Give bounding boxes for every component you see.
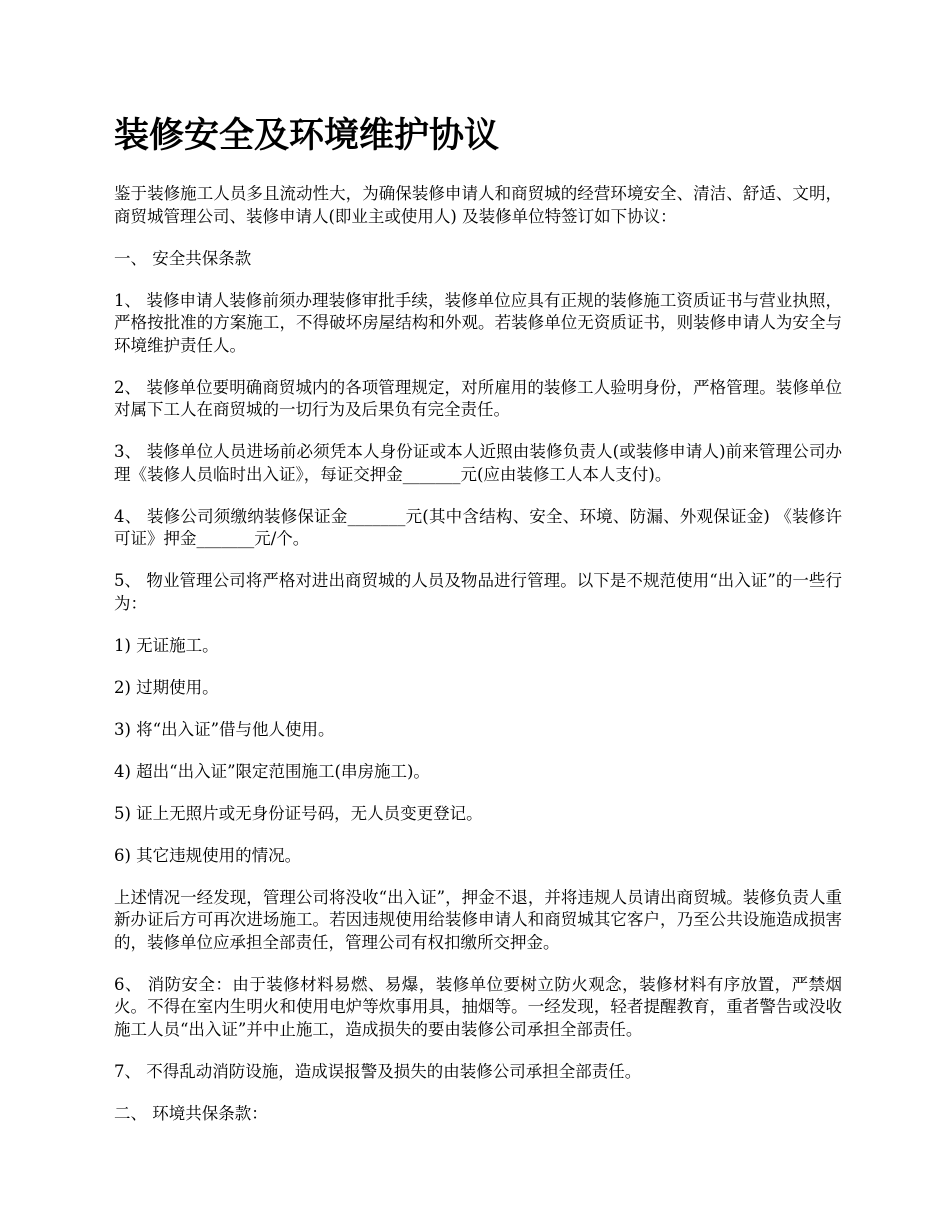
section-heading-environment: 二、 环境共保条款：: [114, 1103, 268, 1123]
violation-item-2: 2) 过期使用。: [114, 677, 219, 697]
clause-5: 5、 物业管理公司将严格对进出商贸城的人员及物品进行管理。以下是不规范使用“出入证”的一些行为：: [114, 571, 842, 613]
document-title: 装修安全及环境维护协议: [114, 115, 500, 156]
violation-item-1: 1) 无证施工。: [114, 635, 219, 655]
clause-2: 2、 装修单位要明确商贸城内的各项管理规定，对所雇用的装修工人验明身份，严格管理。装修单位对属下工人在商贸城的一切行为及后果负有完全责任。: [114, 377, 842, 419]
violation-item-3: 3) 将“出入证”借与他人使用。: [114, 719, 335, 739]
clause-6: 6、 消防安全：由于装修材料易燃、易爆，装修单位要树立防火观念，装修材料有序放置，严禁烟火。不得在室内生明火和使用电炉等炊事用具，抽烟等。一经发现，轻者提醒教育，重者警告或没收施工人员“出入证”并中止施工，造成损失的要由装修公司承担全部责任。: [114, 974, 842, 1039]
violation-consequence: 上述情况一经发现，管理公司将没收“出入证”，押金不退，并将违规人员请出商贸城。装修负责人重新办证后方可再次进场施工。若因违规使用给装修申请人和商贸城其它客户，乃至公共设施造成损害的，装修单位应承担全部责任，管理公司有权扣缴所交押金。: [114, 887, 842, 952]
violation-item-6: 6) 其它违规使用的情况。: [114, 845, 302, 865]
document-page: [114, 112, 842, 1145]
section-heading-safety: 一、 安全共保条款: [114, 248, 252, 268]
violation-item-4: 4) 超出“出入证”限定范围施工(串房施工)。: [114, 761, 430, 781]
violation-item-5: 5) 证上无照片或无身份证号码，无人员变更登记。: [114, 803, 483, 823]
clause-3: 3、 装修单位人员进场前必须凭本人身份证或本人近照由装修负责人(或装修申请人)前来管理公司办理《装修人员临时出入证》，每证交押金_______元(应由装修工人本人支付)。: [114, 442, 842, 484]
clause-1: 1、 装修申请人装修前须办理装修审批手续，装修单位应具有正规的装修施工资质证书与营业执照，严格按批准的方案施工，不得破坏房屋结构和外观。若装修单位无资质证书，则装修申请人为安全与环境维护责任人。: [114, 290, 842, 355]
clause-4: 4、 装修公司须缴纳装修保证金_______元(其中含结构、安全、环境、防漏、外观保证金) 《装修许可证》押金_______元/个。: [114, 506, 842, 548]
paragraph-preamble: 鉴于装修施工人员多且流动性大，为确保装修申请人和商贸城的经营环境安全、清洁、舒适、文明，商贸城管理公司、装修申请人(即业主或使用人) 及装修单位特签订如下协议：: [114, 184, 842, 226]
clause-7: 7、 不得乱动消防设施，造成误报警及损失的由装修公司承担全部责任。: [114, 1061, 642, 1081]
